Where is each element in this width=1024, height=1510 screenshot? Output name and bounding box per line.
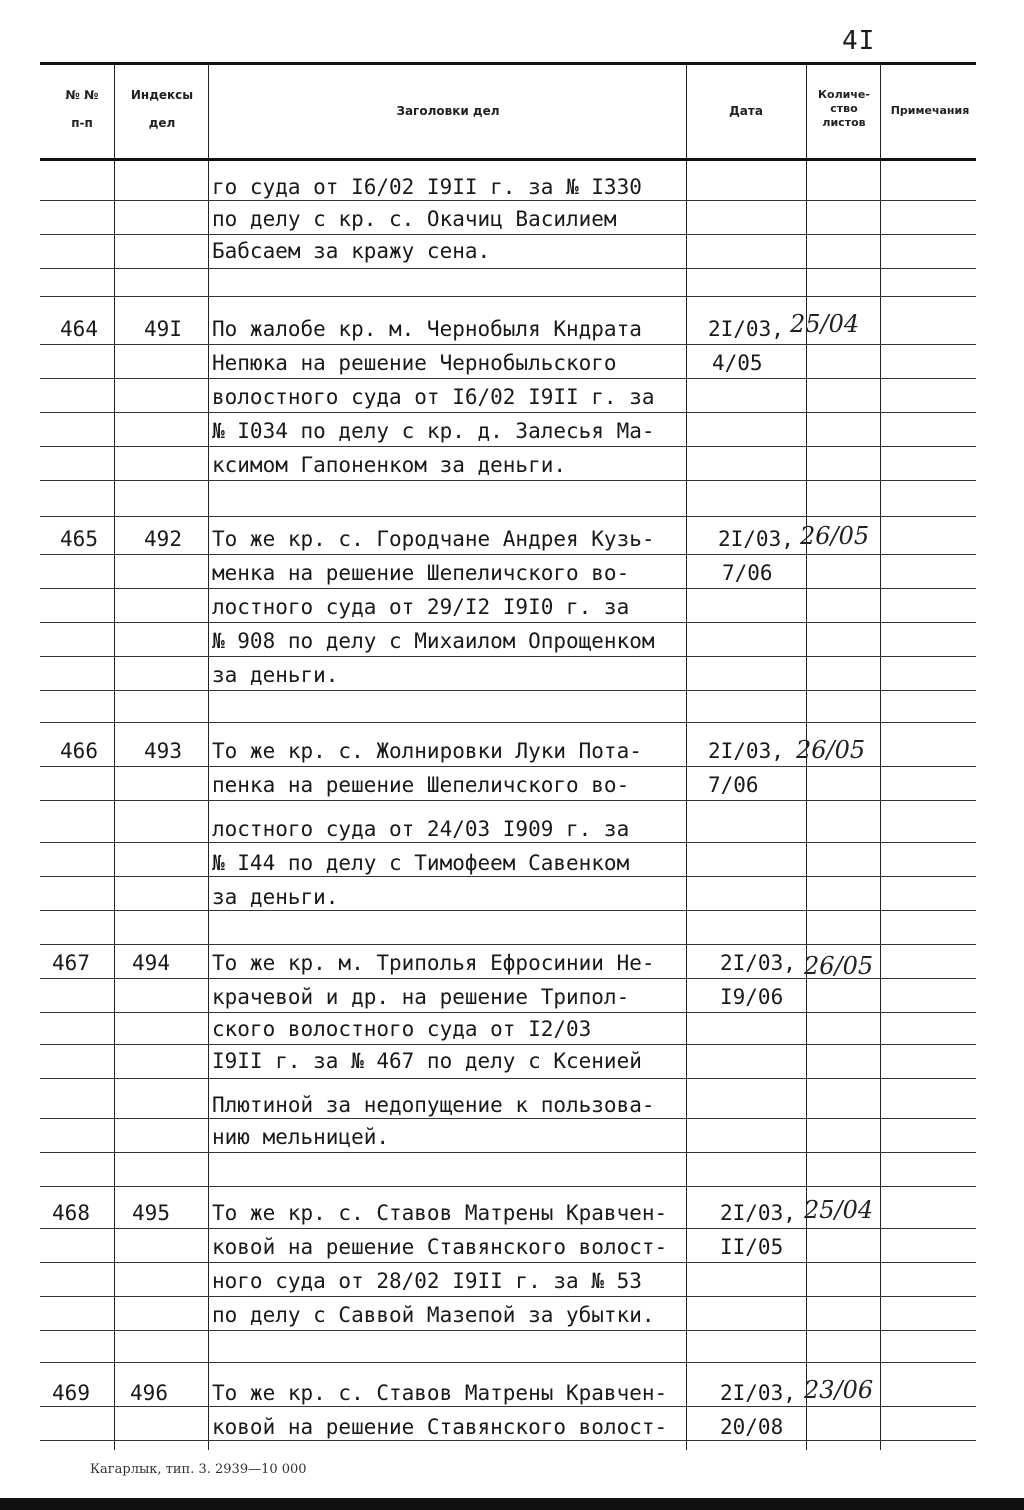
entry-date: 7/06 [708, 773, 759, 797]
text-line: То же кр. с. Ставов Матрены Кравчен- [212, 1201, 668, 1225]
column-divider [208, 64, 209, 1450]
header-sheets-line1: Количе- [818, 88, 870, 101]
page-bottom-edge [0, 1498, 1024, 1510]
text-line: Плютиной за недопущение к пользова- [212, 1093, 655, 1117]
text-line: по делу с Саввой Мазепой за убытки. [212, 1303, 655, 1327]
ruled-line [40, 516, 976, 517]
entry-date: II/05 [720, 1235, 784, 1259]
header-rule [40, 158, 976, 161]
entry-date: 2I/03, [720, 1201, 796, 1225]
header-sheets-line2: ство [830, 102, 858, 115]
text-line: лостного суда от 24/03 I909 г. за [212, 817, 630, 841]
text-line: ковой на решение Ставянского волост- [212, 1415, 668, 1439]
entry-date: I9/06 [720, 985, 784, 1009]
entry-date: 20/08 [720, 1415, 784, 1439]
entry-number: 469 [52, 1381, 90, 1405]
text-line: № I034 по делу с кр. д. Залесья Ма- [212, 419, 655, 443]
entry-date: 2I/03, [720, 951, 796, 975]
entry-date: 2I/03, [708, 317, 784, 341]
column-divider [686, 64, 687, 1450]
header-title: Заголовки дел [396, 104, 500, 118]
text-line: ского волостного суда от I2/03 [212, 1017, 592, 1041]
handwritten-sheets: 25/04 [790, 310, 860, 338]
ruled-line [40, 910, 976, 911]
handwritten-sheets: 26/05 [796, 736, 866, 764]
handwritten-sheets: 23/06 [804, 1376, 874, 1404]
ruled-line [40, 1362, 976, 1363]
text-line: То же кр. м. Триполья Ефросинии Не- [212, 951, 655, 975]
handwritten-sheets: 26/05 [800, 522, 870, 550]
entry-date: 2I/03, [720, 1381, 796, 1405]
header-date: Дата [729, 104, 763, 118]
entry-index: 493 [144, 739, 182, 763]
text-line: № I44 по делу с Тимофеем Савенком [212, 851, 630, 875]
entry-index: 49I [144, 317, 182, 341]
header-sheets [808, 88, 880, 130]
text-line: пенка на решение Шепеличского во- [212, 773, 630, 797]
ruled-line [40, 1186, 976, 1187]
text-line: Бабсаем за кражу сена. [212, 239, 491, 263]
text-line: ксимом Гапоненком за деньги. [212, 453, 567, 477]
printer-imprint: Кагарлык, тип. 3. 2939—10 000 [90, 1462, 307, 1477]
text-line: по делу с кр. с. Окачиц Василием [212, 207, 617, 231]
text-line: волостного суда от I6/02 I9II г. за [212, 385, 655, 409]
header-index [118, 88, 206, 130]
text-line: Непюка на решение Чернобыльского [212, 351, 617, 375]
ruled-line [40, 1152, 976, 1153]
entry-index: 495 [132, 1201, 170, 1225]
entry-index: 492 [144, 527, 182, 551]
ruled-line [40, 296, 976, 297]
header-index-line2: дел [148, 116, 176, 130]
column-divider [880, 64, 881, 1450]
text-line: То же кр. с. Жолнировки Луки Пота- [212, 739, 642, 763]
header-num-line2: п-п [71, 116, 93, 130]
text-line: за деньги. [212, 663, 339, 687]
ruled-line [40, 722, 976, 723]
ruled-line [40, 268, 976, 269]
header-num-line1: № № [65, 88, 99, 102]
text-line: нию мельницей. [212, 1125, 390, 1149]
top-rule [40, 62, 976, 65]
handwritten-sheets: 26/05 [804, 952, 874, 980]
entry-number: 468 [52, 1201, 90, 1225]
text-line: I9II г. за № 467 по делу с Ксенией [212, 1049, 642, 1073]
header-index-line1: Индексы [130, 88, 194, 102]
entry-number: 465 [60, 527, 98, 551]
header-num [52, 88, 112, 130]
text-line: ного суда от 28/02 I9II г. за № 53 [212, 1269, 642, 1293]
text-line: По жалобе кр. м. Чернобыля Кндрата [212, 317, 642, 341]
entry-number: 466 [60, 739, 98, 763]
header-notes: Примечания [890, 104, 970, 117]
handwritten-sheets: 25/04 [804, 1196, 874, 1224]
text-line: крачевой и др. на решение Трипол- [212, 985, 630, 1009]
ruled-line [40, 690, 976, 691]
ruled-line [40, 944, 976, 945]
text-line: ковой на решение Ставянского волост- [212, 1235, 668, 1259]
text-line: лостного суда от 29/I2 I9I0 г. за [212, 595, 630, 619]
entry-date: 2I/03, [708, 739, 784, 763]
text-line: То же кр. с. Ставов Матрены Кравчен- [212, 1381, 668, 1405]
text-line: То же кр. с. Городчане Андрея Кузь- [212, 527, 655, 551]
entry-index: 496 [130, 1381, 168, 1405]
entry-number: 464 [60, 317, 98, 341]
entry-date: 2I/03, [718, 527, 794, 551]
entry-index: 494 [132, 951, 170, 975]
header-sheets-line3: листов [822, 116, 866, 129]
ruled-line [40, 1078, 976, 1079]
entry-number: 467 [52, 951, 90, 975]
text-line: № 908 по делу с Михаилом Опрощенком [212, 629, 655, 653]
column-divider [114, 64, 115, 1450]
entry-date: 7/06 [722, 561, 773, 585]
entry-date: 4/05 [712, 351, 763, 375]
text-line: менка на решение Шепеличского во- [212, 561, 630, 585]
text-line: за деньги. [212, 885, 339, 909]
text-line: го суда от I6/02 I9II г. за № I330 [212, 175, 642, 199]
page-number: 4I [842, 26, 876, 56]
